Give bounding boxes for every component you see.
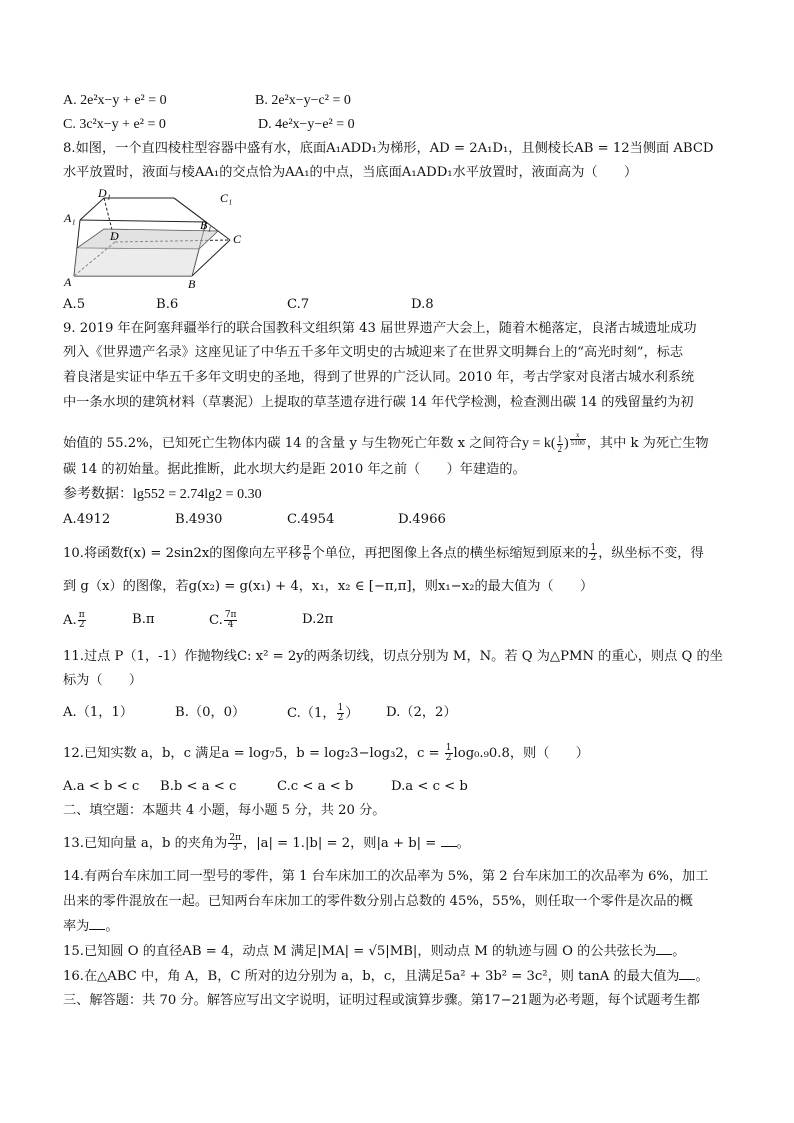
q10-option-a: [63, 611, 87, 630]
q10-text-line1: [63, 544, 704, 563]
q10-line1-a: 10.将函数f(x) = 2sin2x的图像向左平移: [63, 546, 302, 561]
q10-line1-b: 个单位，再把图像上各点的横坐标缩短到原来的: [311, 546, 589, 561]
q12-option-b: B.b < a < c: [160, 779, 237, 794]
label-b1: B₁: [200, 218, 212, 232]
q9-text-line2: 列入《世界遗产名录》这座见证了中华五千多年文明史的古城迎来了在世界文明舞台上的“高光时刻”，标志: [63, 345, 684, 360]
scale-num: 1: [590, 543, 597, 553]
q14-text-line1: 14.有两台车床加工同一型号的零件，第 1 台车床加工的次品率为 5%，第 2 台车床加工的次品率为 6%，加工: [63, 869, 709, 884]
q11-text-line2: 标为（ ）: [63, 673, 143, 688]
label-c: C: [233, 232, 242, 246]
q12-option-c: C.c < a < b: [277, 779, 354, 794]
shift-num: π: [303, 543, 310, 553]
q8-text-line1: 8.如图，一个直四棱柱型容器中盛有水，底面A₁ADD₁为梯形，AD = 2A₁D₁，且侧棱长AB = 12当侧面 ABCD: [63, 141, 714, 156]
q9-text-line3: 着良渚是实证中华五千多年文明史的圣地，得到了世界的广泛认同。2010 年，考古学家对良渚古城水利系统: [63, 370, 695, 385]
q12-line1-a: 12.已知实数 a，b，c 满足a = log₇5，b = log₂3−log₃2，c =: [63, 746, 444, 761]
section-fill-in-heading: 二、填空题：本题共 4 小题，每小题 5 分，共 20 分。: [63, 803, 386, 818]
q9-line5-start: 始值的 55.2%，已知死亡生物体内碳 14 的含量 y 与生物死亡年数 x 之间符合: [63, 436, 522, 452]
q9-text-line6: 碳 14 的初始量。据此推断，此水坝大约是距 2010 年之前（ ）年建造的。: [63, 462, 526, 477]
label-d: D: [110, 229, 119, 243]
exp-den: 5100: [570, 439, 585, 447]
q8-option-d: D.8: [411, 297, 434, 312]
q8-option-a: A.5: [63, 297, 86, 312]
q11-c-den: 2: [337, 713, 344, 723]
answer-blank: [656, 942, 672, 955]
q16-text: [63, 967, 709, 986]
q11-option-d: D.（2，2）: [386, 705, 457, 720]
q11-text-line1: 11.过点 P（1，-1）作抛物线C: x² = 2y的两条切线，切点分别为 M，N。若 Q 为△PMN 的重心，则点 Q 的坐: [63, 649, 723, 664]
q14-line3-a: 率为: [63, 919, 90, 934]
q12-frac-num: 1: [445, 743, 452, 753]
q13-b: ，|a| = 1.|b| = 2，则|a + b| =: [243, 836, 441, 851]
q12-frac-den: 2: [445, 753, 452, 763]
q10-c-den: 4: [227, 620, 234, 630]
formula-lhs: y = k: [521, 436, 551, 452]
q7-option-d: D. 4e²x−y−e² = 0: [258, 117, 355, 132]
scale-den: 2: [590, 553, 597, 563]
answer-blank: [679, 967, 695, 980]
q11-option-c: [287, 704, 359, 723]
q12-line1-b: log₀.₉0.8，则（ ）: [453, 746, 589, 761]
q9-reference-data: 参考数据：lg552 = 2.74lg2 = 0.30: [63, 487, 262, 502]
q11-option-a: A.（1，1）: [63, 705, 134, 720]
q16-a: 16.在△ABC 中，角 A，B，C 所对的边分别为 a，b，c，且满足5a² + 3b² = 3c²，则 tanA 的最大值为: [63, 969, 680, 984]
q8-text-line2: 水平放置时，液面与棱AA₁的交点恰为AA₁的中点，当底面A₁ADD₁水平放置时，液面高为（ ）: [63, 165, 638, 180]
q10-line1-c: ，纵坐标不变，得: [598, 546, 704, 561]
q8-option-c: C.7: [287, 297, 310, 312]
q14-text-line2: 出来的零件混放在一起。已知两台车床加工的零件数分别占总数的 45%，55%，则任取一个零件是次品的概: [63, 894, 693, 909]
q9-text-line4: 中一条水坝的建筑材料（草裹泥）上提取的草茎遗存进行碳 14 年代学检测，检查测出碳 14 的残留量约为初: [63, 395, 694, 410]
q13-a: 13.已知向量 a，b 的夹角为: [63, 836, 228, 851]
q10-a-num: π: [78, 610, 85, 620]
q13-num: 2π: [229, 833, 242, 843]
q10-option-c: [209, 611, 238, 630]
label-b: B: [188, 277, 196, 291]
q12-text-line1: [63, 744, 589, 763]
q15-b: 。: [672, 944, 686, 959]
q10-a-letter: A.: [63, 613, 77, 628]
shift-den: 6: [303, 553, 310, 563]
prism-figure: [60, 188, 250, 292]
q9-text-line5: [63, 432, 709, 454]
label-d1: D₁: [98, 188, 111, 200]
q11-c-start: C.（1，: [287, 706, 336, 721]
q11-option-b: B.（0，0）: [175, 705, 246, 720]
q13-den: 3: [232, 843, 239, 853]
q13-text: [63, 834, 470, 853]
label-a1: A₁: [64, 211, 76, 225]
label-c1: C₁: [220, 191, 233, 205]
q16-b: 。: [695, 969, 709, 984]
q11-c-end: ）: [345, 706, 359, 721]
q9-option-d: D.4966: [398, 512, 446, 527]
answer-blank: [89, 917, 105, 930]
q9-option-a: A.4912: [63, 512, 111, 527]
q15-text: [63, 942, 685, 961]
q15-a: 15.已知圆 O 的直径AB = 4，动点 M 满足|MA| = √5|MB|，则动点 M 的轨迹与圆 O 的公共弦长为: [63, 944, 657, 959]
q7-option-a: A. 2e²x−y + e² = 0: [63, 93, 167, 108]
answer-blank: [441, 834, 457, 847]
q9-text-line1: 9. 2019 年在阿塞拜疆举行的联合国教科文组织第 43 届世界遗产大会上，随着木槌落定，良渚古城遗址成功: [63, 321, 697, 336]
q11-c-num: 1: [337, 703, 344, 713]
exp-num: x: [570, 432, 586, 440]
q14-text-line3: [63, 917, 119, 936]
q9-option-b: B.4930: [175, 512, 223, 527]
q13-c: 。: [456, 836, 470, 851]
q10-option-d: D.2π: [302, 612, 334, 627]
frac-num: 1: [557, 433, 563, 444]
q10-a-den: 2: [78, 620, 85, 630]
q8-option-b: B.6: [156, 297, 179, 312]
q9-option-c: C.4954: [287, 512, 335, 527]
q7-option-b: B. 2e²x−y−c² = 0: [255, 93, 351, 108]
q14-line3-end: 。: [105, 919, 119, 934]
q7-option-c: C. 3c²x−y + e² = 0: [63, 117, 166, 132]
q12-option-a: A.a < b < c: [63, 779, 140, 794]
q10-c-letter: C.: [209, 613, 223, 628]
frac-den: 2: [557, 443, 563, 454]
q12-option-d: D.a < c < b: [391, 779, 468, 794]
q10-text-line2: 到 g（x）的图像，若g(x₂) = g(x₁) + 4，x₁，x₂ ∈ [−π,π]，则x₁−x₂的最大值为（ ）: [63, 579, 594, 594]
decay-formula: y = k( $\frac{1}{2}$ ) $^{\frac{x}{5100}}$: [521, 431, 585, 454]
section-answer-heading: 三、解答题：共 70 分。解答应写出文字说明，证明过程或演算步骤。第17−21题为必考题，每个试题考生都: [63, 993, 700, 1008]
q10-option-b: B.π: [132, 612, 155, 627]
q10-c-num: 7π: [224, 610, 237, 620]
label-a: A: [64, 275, 72, 289]
q9-line5-end: ，其中 k 为死亡生物: [586, 436, 709, 452]
